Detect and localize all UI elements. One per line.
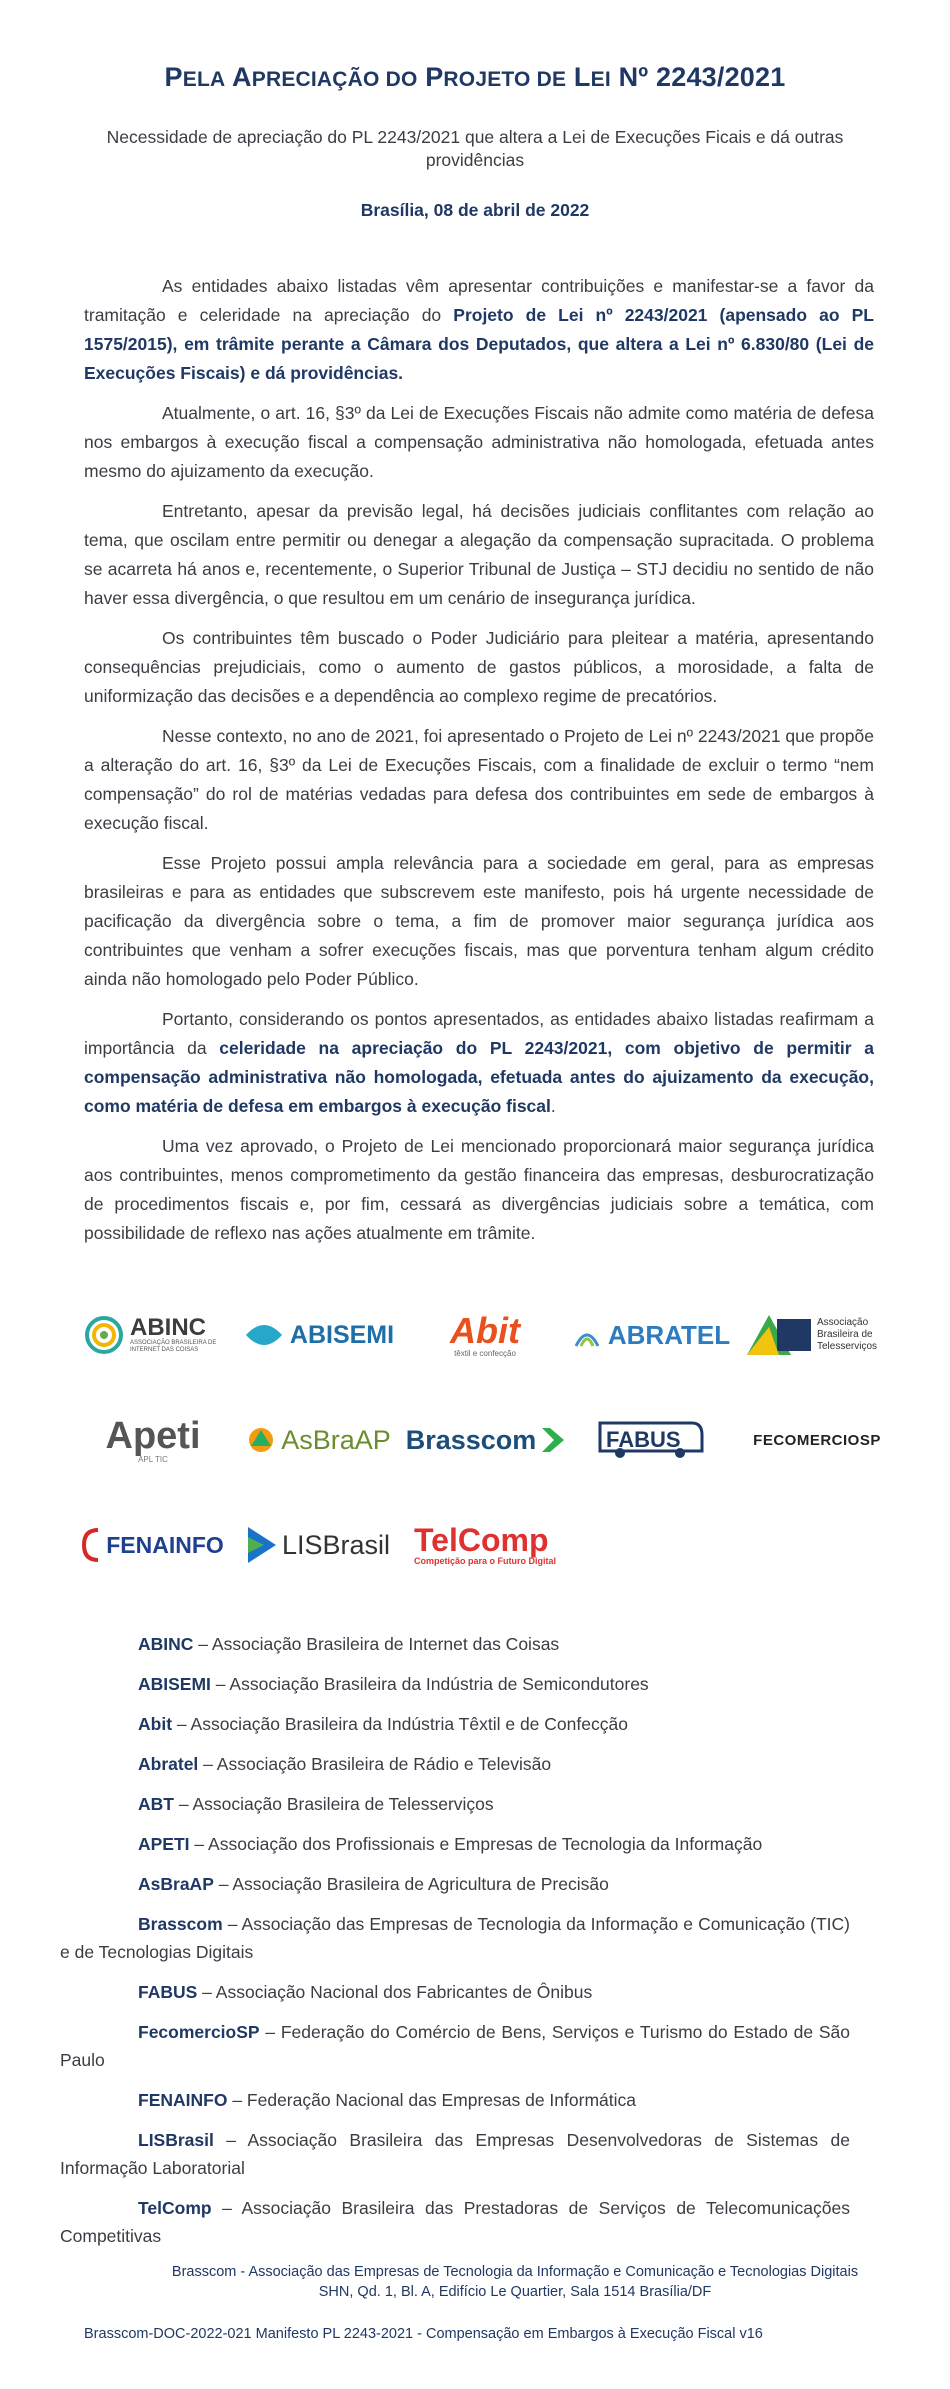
- bold-text: Projeto de Lei nº 2243/2021 (apensado ao PL 1575/2015), em trâmite perante a Câmara dos Deputados, que altera a Lei nº 6.830/80 (Lei de Execuções Fiscais) e dá providências.: [84, 305, 874, 383]
- abratel-icon: [572, 1320, 602, 1350]
- member-item: [60, 1978, 850, 2006]
- paragraph: Esse Projeto possui ampla relevância para a sociedade em geral, para as empresas brasileiras e para as entidades que subscrevem este manifesto, pois há urgente necessidade de pacificação da divergência sobre o tema, a fim de promover maior segurança jurídica aos contribuintes que venham a sofrer execuções fiscais, mas que porventura tenham algum crédito ainda não homologado pelo Poder Público.: [84, 853, 874, 989]
- footer-line: SHN, Qd. 1, Bl. A, Edifício Le Quartier, Sala 1514 Brasília/DF: [318, 2284, 712, 2300]
- member-name: Abit: [138, 1714, 173, 1734]
- logo-grid: [70, 1300, 900, 1615]
- title-part: L: [573, 62, 591, 92]
- abit-logo: Abit têxtil e confecção: [450, 1309, 520, 1358]
- member-description: – Associação Brasileira de Internet das Coisas: [193, 1634, 560, 1654]
- logo-row: [70, 1405, 900, 1475]
- member-description: – Federação Nacional das Empresas de Informática: [227, 2090, 636, 2110]
- member-name: ABISEMI: [138, 1674, 211, 1694]
- member-name: LISBrasil: [138, 2130, 214, 2150]
- subtitle: Necessidade de apreciação do PL 2243/2021 que altera a Lei de Execuções Ficais e dá outras providências: [106, 127, 844, 170]
- brasscom-logo: Brasscom: [402, 1425, 568, 1456]
- footer-organization: [120, 2262, 910, 2302]
- title-part: P: [164, 62, 183, 92]
- paragraph: Portanto, considerando os pontos apresentados, as entidades abaixo listadas reafirmam a importância da celeridade na apreciação do PL 2243/2021, com objetivo de permitir a compensação administrativa não homologada, efetuada antes do ajuizamento da execução, como matéria de defesa em embargos à execução fiscal.: [84, 1009, 874, 1116]
- member-item: [60, 1630, 850, 1658]
- member-item: [60, 2194, 850, 2250]
- member-name: ABT: [138, 1794, 174, 1814]
- member-name: APETI: [138, 1834, 190, 1854]
- member-item: [60, 1750, 850, 1778]
- paragraph: Atualmente, o art. 16, §3º da Lei de Execuções Fiscais não admite como matéria de defesa nos embargos à execução fiscal a compensação administrativa não homologada, efetuada antes mesmo do ajuizamento da execução.: [84, 403, 874, 481]
- member-description: – Associação Brasileira de Telesserviços: [173, 1794, 494, 1814]
- member-item: [60, 2126, 850, 2182]
- member-item: [60, 1910, 850, 1966]
- abratel-logo: ABRATEL: [568, 1320, 734, 1351]
- member-description: – Associação dos Profissionais e Empresas de Tecnologia da Informação: [189, 1834, 763, 1854]
- abisemi-icon: [244, 1320, 284, 1350]
- member-description: – Associação Brasileira de Agricultura de Precisão: [213, 1874, 609, 1894]
- title-part: A: [232, 62, 252, 92]
- title-part: ELA: [182, 68, 226, 91]
- member-name: Brasscom: [138, 1914, 223, 1934]
- brasscom-chevron-icon: [542, 1428, 564, 1452]
- member-name: Abratel: [138, 1754, 199, 1774]
- lisbrasil-icon: [248, 1527, 276, 1563]
- bold-text: celeridade na apreciação do PL 2243/2021, com objetivo de permitir a compensação administrativa não homologada, efetuada antes do ajuizamento da execução, como matéria de defesa em embargos à execução fiscal: [84, 1038, 874, 1116]
- footer-line: Brasscom - Associação das Empresas de Tecnologia da Informação e Comunicação e Tecnologias Digitais: [171, 2264, 859, 2280]
- member-name: AsBraAP: [138, 1874, 214, 1894]
- apeti-logo: Apeti APL TIC: [105, 1414, 201, 1464]
- abisemi-logo: ABISEMI: [236, 1320, 402, 1350]
- asbraap-icon: [247, 1426, 275, 1454]
- member-description: – Associação Brasileira da Indústria de Semicondutores: [210, 1674, 649, 1694]
- member-item: [60, 1670, 850, 1698]
- fabus-logo: FABUS: [568, 1415, 734, 1466]
- fenainfo-logo: FENAINFO: [70, 1528, 236, 1562]
- member-name: FENAINFO: [138, 2090, 228, 2110]
- page-title: [0, 62, 950, 93]
- member-item: [60, 1710, 850, 1738]
- manifesto-body: [84, 272, 874, 1259]
- dateline: Brasília, 08 de abril de 2022: [360, 200, 590, 220]
- asbraap-logo: AsBraAP: [236, 1425, 402, 1456]
- member-description: – Associação Brasileira das Empresas Desenvolvedoras de Sistemas de Informação Laboratorial: [60, 2130, 850, 2178]
- member-item: [60, 1870, 850, 1898]
- member-description: – Associação das Empresas de Tecnologia da Informação e Comunicação (TIC) e de Tecnologias Digitais: [60, 1914, 850, 1962]
- logo-row: [70, 1510, 900, 1580]
- member-description: – Associação Brasileira da Indústria Têxtil e de Confecção: [172, 1714, 628, 1734]
- title-number: Nº 2243/2021: [618, 62, 786, 92]
- title-part: PRECIAÇÃO DO: [251, 68, 418, 91]
- member-name: FABUS: [138, 1982, 198, 2002]
- paragraph: Uma vez aprovado, o Projeto de Lei mencionado proporcionará maior segurança jurídica aos contribuintes, menos comprometimento da gestão financeira das empresas, desburocratização de procedimentos fiscais e, por fim, cessará as divergências judiciais sobre a temática, com possibilidade de reflexo nas ações atualmente em trâmite.: [84, 1136, 874, 1243]
- fenainfo-icon: [82, 1528, 100, 1562]
- title-part: ROJETO DE: [443, 68, 567, 91]
- paragraph: As entidades abaixo listadas vêm apresentar contribuições e manifestar-se a favor da tramitação e celeridade na apreciação do Projeto de Lei nº 2243/2021 (apensado ao PL 1575/2015), em trâmite perante a Câmara dos Deputados, que altera a Lei nº 6.830/80 (Lei de Execuções Fiscais) e dá providências.: [84, 276, 874, 383]
- title-part: EI: [590, 68, 611, 91]
- footer-document-id: Brasscom-DOC-2022-021 Manifesto PL 2243-2021 - Compensação em Embargos à Execução Fiscal v16: [84, 2326, 763, 2342]
- lisbrasil-logo: LISBrasil: [236, 1527, 402, 1563]
- member-item: [60, 1790, 850, 1818]
- abinc-icon: [84, 1315, 124, 1355]
- member-description: – Federação do Comércio de Bens, Serviços e Turismo do Estado de São Paulo: [60, 2022, 850, 2070]
- member-list: [60, 1630, 850, 2262]
- abt-icon: [747, 1315, 811, 1355]
- abt-logo: Associação Brasileira de Telesserviços: [734, 1315, 900, 1355]
- member-name: TelComp: [138, 2198, 212, 2218]
- member-description: – Associação Nacional dos Fabricantes de Ônibus: [197, 1982, 593, 2002]
- paragraph: Entretanto, apesar da previsão legal, há decisões judiciais conflitantes com relação ao tema, que oscilam entre permitir ou denegar a alegação da compensação supracitada. O problema se acarreta há anos e, recentemente, o Superior Tribunal de Justiça – STJ decidiu no sentido de não haver essa divergência, o que resultou em um cenário de insegurança jurídica.: [84, 501, 874, 608]
- logo-row: [70, 1300, 900, 1370]
- fecomercio-logo: FECOMERCIOSP: [753, 1431, 881, 1449]
- member-item: [60, 2086, 850, 2114]
- abinc-logo: ABINC ASSOCIAÇÃO BRASILEIRA DE INTERNET DAS COISAS: [70, 1315, 236, 1355]
- paragraph: Nesse contexto, no ano de 2021, foi apresentado o Projeto de Lei nº 2243/2021 que propõe a alteração do art. 16, §3º da Lei de Execuções Fiscais, com a finalidade de excluir o termo “nem compensação” do rol de matérias vedadas para defesa dos contribuintes em sede de embargos à execução fiscal.: [84, 726, 874, 833]
- member-name: FecomercioSP: [138, 2022, 260, 2042]
- member-name: ABINC: [138, 1634, 194, 1654]
- member-item: [60, 1830, 850, 1858]
- member-description: – Associação Brasileira de Rádio e Televisão: [198, 1754, 552, 1774]
- telcomp-logo: TelComp Competição para o Futuro Digital: [413, 1522, 556, 1566]
- member-item: [60, 2018, 850, 2074]
- title-part: P: [425, 62, 444, 92]
- paragraph: Os contribuintes têm buscado o Poder Judiciário para pleitear a matéria, apresentando consequências prejudiciais, como o aumento de gastos públicos, a morosidade, a falta de uniformização das decisões e a dependência ao complexo regime de precatórios.: [84, 628, 874, 706]
- member-description: – Associação Brasileira das Prestadoras de Serviços de Telecomunicações Competitivas: [60, 2198, 850, 2246]
